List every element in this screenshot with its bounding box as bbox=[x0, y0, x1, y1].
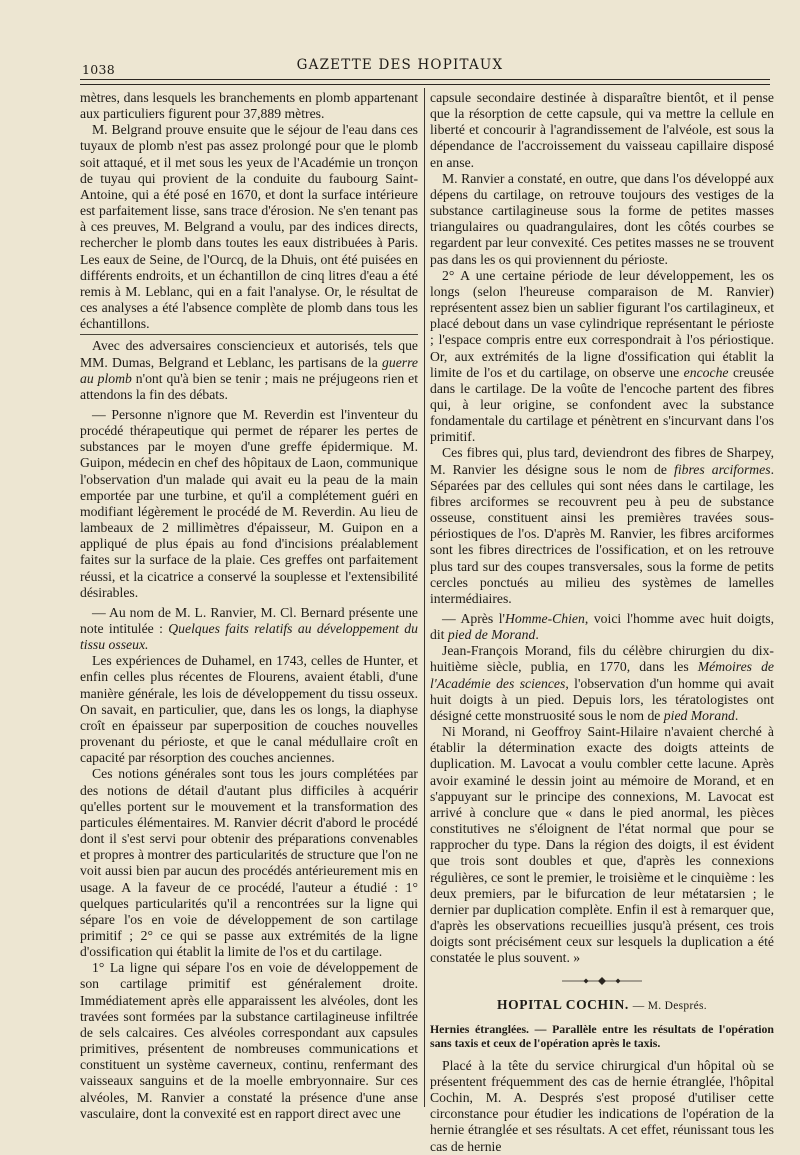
paragraph: 2° A une certaine période de leur développement, les os longs (selon l'heureuse comparaison de M. Ranvier) représentent assez bien un sablier figurant l'os cartilagineux, et placé debout dans un vase cylindrique représentant le périoste ; l'espace compris entre eux correspondrait à l'os périostique. Or, aux extrémités de la ligne d'ossification qui établit la limite de l'os et du cartilage, on observe une encoche creusée dans le cartilage. De la voûte de l'encoche partent des fibres qui, à leur origine, se confondent avec la substance fondamentale du cartilage et pénètrent en s'incurvant dans l'os primitif. bbox=[430, 267, 775, 445]
paragraph: M. Ranvier a constaté, en outre, que dans l'os développé aux dépens du cartilage, on retrouve toujours des vestiges de la substance cartilagineuse sous la forme de petites masses triangulaires ou quadrangulaires, dont les côtés courbes se regardent par leur convexité. Ces petites masses ne se trouvent pas dans les os qui proviennent du périoste. bbox=[430, 170, 774, 267]
paragraph: Ces fibres qui, plus tard, deviendront des fibres de Sharpey, M. Ranvier les désigne sous le nom de fibres arciformes. Séparées par des cellules qui sont nées dans le cartilage, les fibres arciformes se recouvrent peu à peu de substance osseuse, constituent ainsi les premières travées sous-périostiques de l'os. D'après M. Ranvier, les fibres arciformes sont les fibres directrices de l'ossification, et on les retrouve plus tard sur des coupes transversales, sous la forme de petits cercles ponctués au milieu des systèmes de lamelles intermédiaires. bbox=[430, 445, 774, 606]
paragraph: Avec des adversaires consciencieux et autorisés, tels que MM. Dumas, Belgrand et Leblanc, les partisans de la guerre au plomb n'ont qu'à bien se tenir ; mais ne préjugeons rien et attendons la fin des débats. bbox=[80, 338, 418, 402]
paragraph: Ces notions générales sont tous les jours complétées par des notions de détail d'autant plus difficiles à acquérir qu'elles portent sur le mouvement et la transformation des particules élémentaires. M. Ranvier décrit d'abord le procédé dont il s'est servi pour obtenir des préparations convenables et propres à montrer des particularités de structure que l'on ne voit aussi bien par aucun des procédés antérieurement mis en usage. A la faveur de ce procédé, l'auteur a étudié : 1° quelques particularités qu'il a rencontrées sur la ligne qui sépare l'os en voie de développement de son cartilage primitif ; 2° ce qui se passe aux extrémités de la ligne d'ossification qui établit la limite de l'os et du cartilage. bbox=[80, 766, 418, 960]
paragraph: mètres, dans lesquels les branchements en plomb appartenant aux particuliers figurent pour 37,889 mètres. bbox=[80, 90, 418, 122]
ornament-icon bbox=[562, 977, 642, 985]
paragraph-rule bbox=[80, 334, 418, 335]
section-heading bbox=[430, 997, 774, 1014]
paragraph: — Après l'Homme-Chien, voici l'homme avec huit doigts, dit pied de Morand. bbox=[430, 611, 774, 643]
paragraph: M. Belgrand prouve ensuite que le séjour de l'eau dans ces tuyaux de plomb n'est pas assez prolongé pour que le plomb soit attaqué, et il met sous les yeux de l'Académie un tronçon de tuyau qui provient de la conduite du faubourg Saint-Antoine, qui a été posé en 1670, et dont la surface intérieure est parfaitement lisse, sans trace d'érosion. Ne s'en tenant pas à ces preuves, M. Belgrand a voulu, par des indices directs, rechercher le plomb dans toutes les eaux distribuées à Paris. Les eaux de Seine, de l'Ourcq, de la Dhuis, ont été puisées en différents endroits, et un échantillon de cinq litres d'eau a été remis à M. Leblanc, qui en a fait l'analyse. Or, le résultat de ces analyses a été l'absence complète de plomb dans tous les échantillons. bbox=[80, 122, 418, 332]
right-column bbox=[430, 90, 775, 1154]
section-author: — M. Després. bbox=[632, 999, 707, 1012]
case-title: Hernies étranglées. — Parallèle entre les résultats de l'opération sans taxis et ceux de l'opération après le taxis. bbox=[430, 1021, 774, 1051]
running-title: GAZETTE DES HOPITAUX bbox=[296, 57, 504, 73]
page-number: 1038 bbox=[82, 62, 116, 77]
paragraph: 1° La ligne qui sépare l'os en voie de développement de son cartilage primitif est généralement droite. Immédiatement après elle apparaissent les alvéoles, dont les travées sont formées par la substance cartilagineuse infiltrée de sels calcaires. Ces alvéoles correspondant aux capsules primitives, présentent de nombreuses communications et constituent un système caverneux, continu, renfermant des vaisseaux sanguins et de la moelle embryonnaire. Sur ces alvéoles, M. Ranvier a constaté la présence d'une anse vasculaire, dont la convexité est en rapport direct avec une bbox=[80, 960, 418, 1121]
column-divider bbox=[424, 88, 425, 1107]
left-column bbox=[80, 90, 418, 1121]
paragraph: — Au nom de M. L. Ranvier, M. Cl. Bernard présente une note intitulée : Quelques faits relatifs au développement du tissu osseux. bbox=[80, 604, 418, 653]
paragraph: Jean-François Morand, fils du célèbre chirurgien du dix-huitième siècle, publia, en 1770, dans les Mémoires de l'Académie des sciences, l'observation d'un homme qui avait huit doigts à un pied. Depuis lors, les tératologistes ont désigné cette monstruosité sous le nom de pied Morand. bbox=[430, 643, 774, 723]
paragraph: — Personne n'ignore que M. Reverdin est l'inventeur du procédé thérapeutique qui permet de réparer les pertes de substances par le moyen d'une greffe épidermique. M. Guipon, médecin en chef des hôpitaux de Laon, communique l'observation d'un malade qui avait eu la peau de la main emportée par une turbine, et qu'il a complétement guéri en modifiant légèrement le procédé de M. Reverdin. Au lieu de lambeaux de 2 millimètres d'épaisseur, M. Guipon en a appliqué de plus épais au fond d'incisions préalablement faites sur la surface de la plaie. Ces greffes ont parfaitement réussi, et la cicatrice a conservé la souplesse et l'extensibilité désirables. bbox=[80, 406, 418, 600]
header-rule bbox=[80, 79, 770, 80]
paragraph: Les expériences de Duhamel, en 1743, celles de Hunter, et enfin celles plus récentes de Flourens, avaient établi, d'une manière générale, les lois de développement du tissu osseux. On savait, en particulier, que, dans les os longs, la diaphyse croît en épaisseur par superposition de couches nouvelles provenant du périoste, et que le canal médullaire croît en capacité par résorption des couches anciennes. bbox=[80, 653, 418, 766]
paragraph: Ni Morand, ni Geoffroy Saint-Hilaire n'avaient cherché à établir la détermination exacte des doigts atteints de duplication. M. Lavocat a voulu combler cette lacune. Après avoir examiné le dessin joint au mémoire de Morand, et en s'appuyant sur le principe des connexions, M. Lavocat est arrivé à conclure que « dans le pied anormal, les pièces constitutives ne s'éloignent de l'état normal que pour se rapprocher du type. Dans la région des doigts, il est évident que trois sont doubles et que, d'après les connexions régulières, ce sont le premier, le troisième et le cinquième : les deux premiers, par le bifurcation de leur métatarsien ; le dernier par duplication complète. Enfin il est à remarquer que, d'après les observations recueillies jusqu'à présent, ces trois doigts sont précisément ceux sur lesquels la duplication a été constatée le plus souvent. » bbox=[430, 724, 774, 966]
section-ornament bbox=[430, 974, 774, 990]
header-rule-thin bbox=[80, 84, 770, 85]
paragraph: Placé à la tête du service chirurgical d'un hôpital où se présentent fréquemment des cas de hernie étranglée, l'hôpital Cochin, M. A. Després s'est proposé d'utiliser cette circonstance pour étudier les indications de l'opération de la hernie étranglée et ses résultats. A cet effet, réunissant tous les cas de hernie bbox=[430, 1057, 774, 1154]
section-title: HOPITAL COCHIN. bbox=[497, 996, 629, 1012]
paragraph: capsule secondaire destinée à disparaître bientôt, et il pense que la résorption de cette capsule, qui va mettre la cellule en liberté et concourir à l'agrandissement de l'alvéole, est sous la dépendance de l'accroissement du vaisseau capillaire disposé en anse. bbox=[430, 90, 774, 170]
